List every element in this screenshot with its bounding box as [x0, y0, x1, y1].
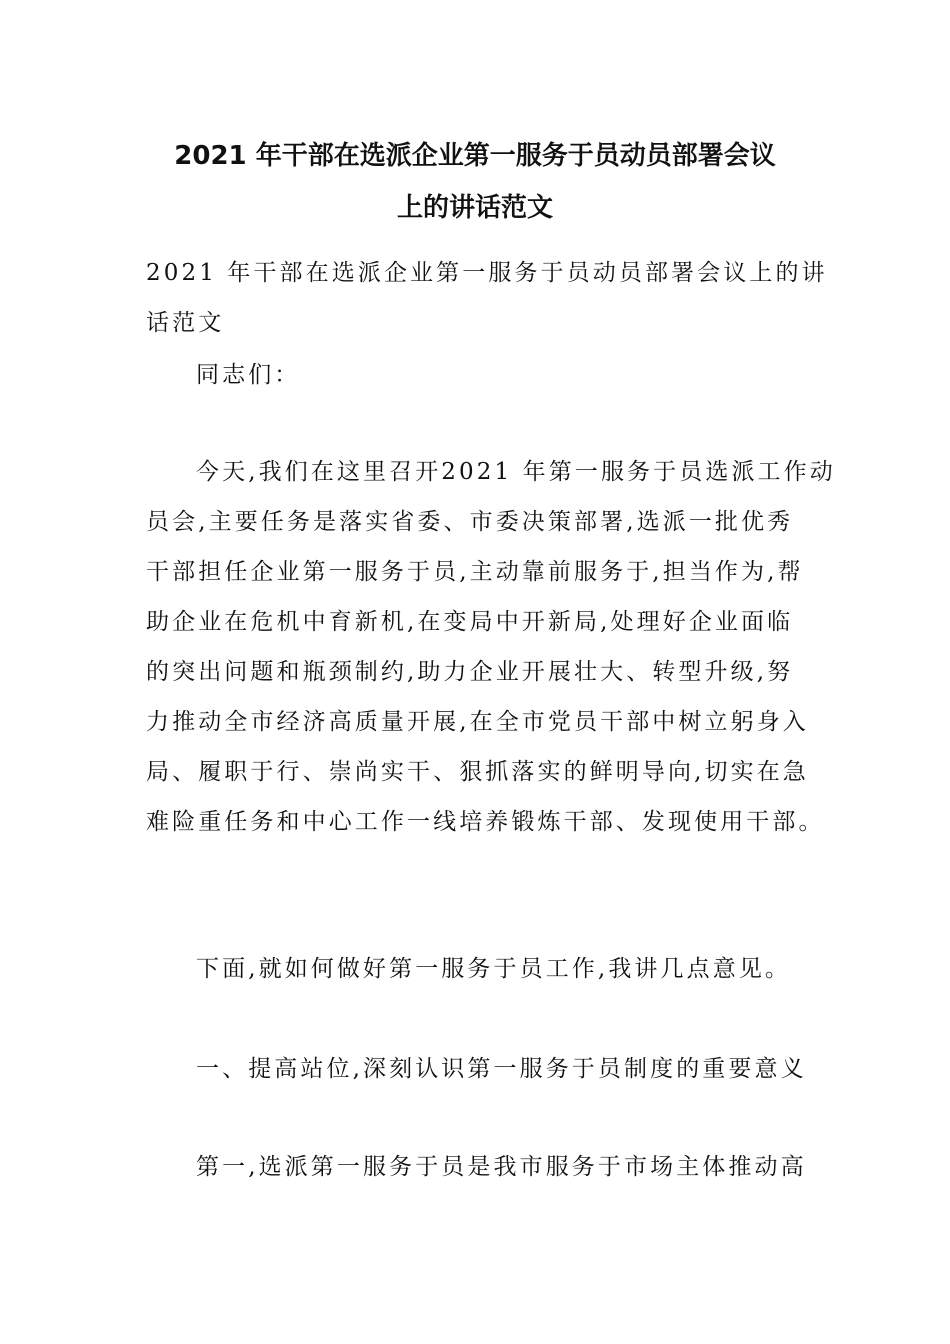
subtitle-line-2: 话范文 — [146, 310, 225, 336]
paragraph-1-line-7: 局、履职于行、崇尚实干、狠抓落实的鲜明导向,切实在急 — [146, 759, 809, 785]
paragraph-1-line-4: 助企业在危机中育新机,在变局中开新局,处理好企业面临 — [146, 609, 794, 635]
paragraph-1-line-1: 今天,我们在这里召开2021 年第一服务于员选派工作动 — [196, 459, 836, 485]
document-title — [120, 130, 830, 234]
salutation: 同志们： — [196, 362, 301, 388]
title-line-2: 上的讲话范文 — [396, 193, 553, 223]
paragraph-1-line-6: 力推动全市经济高质量开展,在全市党员干部中树立躬身入 — [146, 709, 809, 735]
section-heading: 一、提高站位,深刻认识第一服务于员制度的重要意义 — [196, 1056, 807, 1082]
paragraph-1-line-5: 的突出问题和瓶颈制约,助力企业开展壮大、转型升级,努 — [146, 659, 794, 685]
title-line-1: 2021 年干部在选派企业第一服务于员动员部署会议 — [174, 141, 776, 171]
paragraph-1-line-2: 员会,主要任务是落实省委、市委决策部署,选派一批优秀 — [146, 509, 794, 535]
paragraph-2: 下面,就如何做好第一服务于员工作,我讲几点意见。 — [196, 956, 792, 982]
paragraph-3-line-1: 第一,选派第一服务于员是我市服务于市场主体推动高 — [196, 1154, 807, 1180]
paragraph-1-line-3: 干部担任企业第一服务于员,主动靠前服务于,担当作为,帮 — [146, 559, 804, 585]
paragraph-1-line-8: 难险重任务和中心工作一线培养锻炼干部、发现使用干部。 — [146, 809, 825, 835]
subtitle-line-1: 2021 年干部在选派企业第一服务于员动员部署会议上的讲 — [146, 260, 828, 286]
